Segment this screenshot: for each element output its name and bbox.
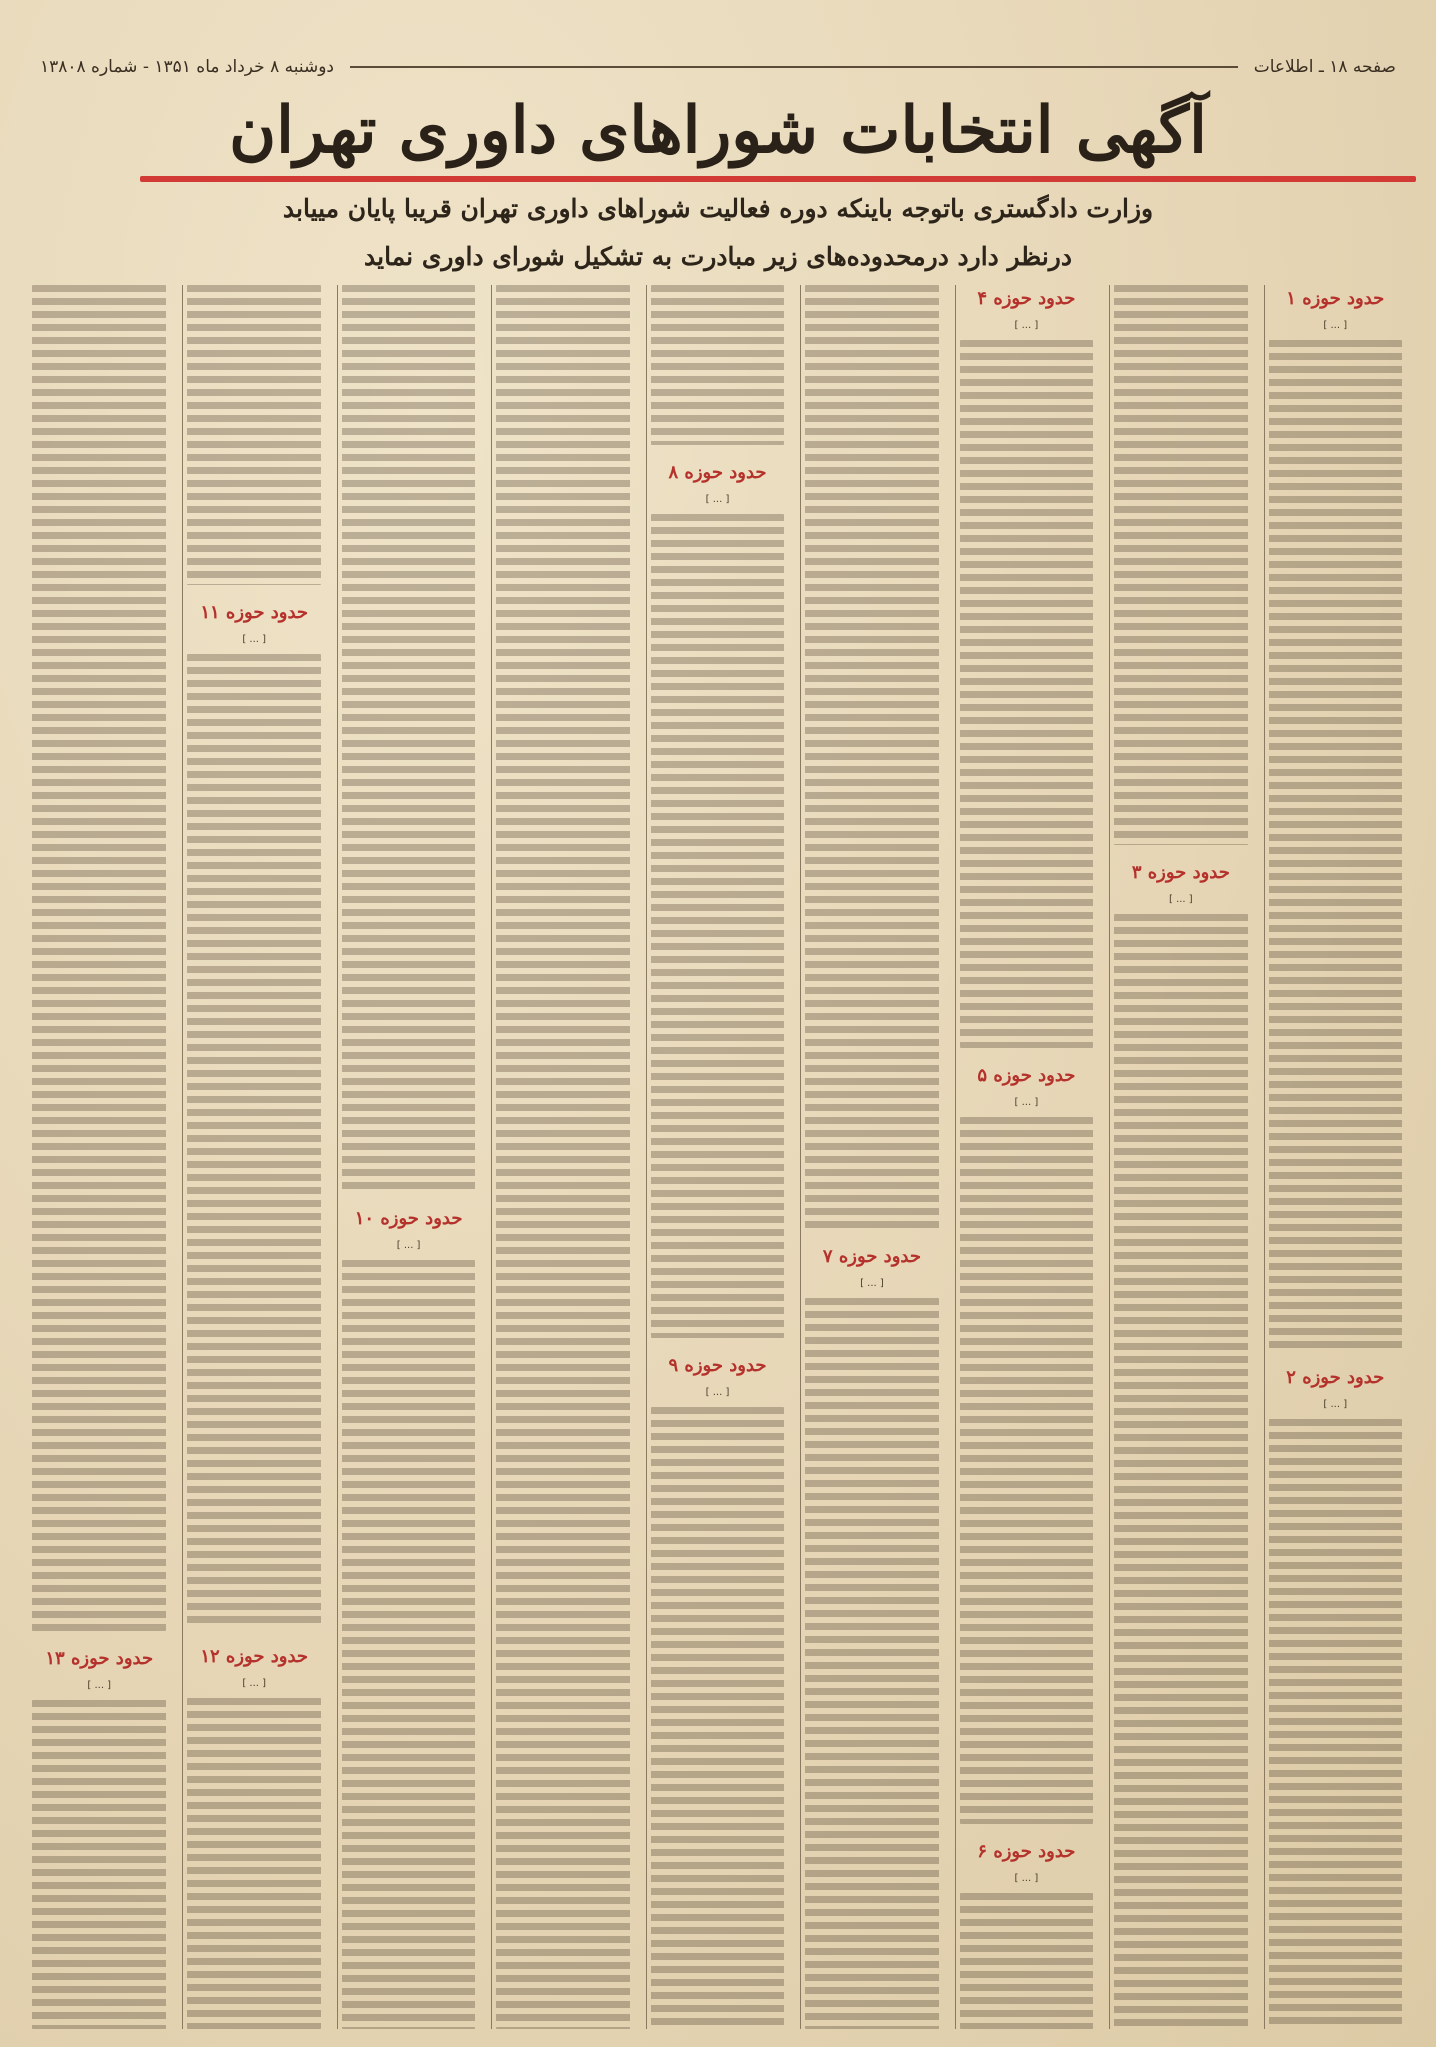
district-section <box>651 459 784 1338</box>
district-section <box>1269 285 1402 1350</box>
text-block <box>805 285 938 1229</box>
district-section <box>960 1838 1093 2029</box>
section-body: [ ... ] <box>1323 320 1348 331</box>
column-7 <box>337 285 479 2029</box>
page-label: صفحه ۱۸ ـ اطلاعات <box>1253 57 1396 77</box>
section-title: حدود حوزه ۱۳ <box>45 1647 154 1669</box>
text-block <box>187 285 320 585</box>
district-section <box>32 1645 166 2029</box>
section-body: [ ... ] <box>705 1387 730 1399</box>
text-block <box>651 285 784 445</box>
text-block <box>187 654 320 1629</box>
column-6 <box>491 285 633 2029</box>
section-body: [ ... ] <box>1014 1873 1039 1885</box>
section-body: [ ... ] <box>1168 894 1193 905</box>
text-block <box>496 285 629 2029</box>
section-title: حدود حوزه ۴ <box>977 288 1076 309</box>
deck-line-1: وزارت دادگستری باتوجه باینکه دوره فعالیت شوراهای داوری تهران قریبا پایان مییابد <box>282 194 1154 223</box>
body-columns <box>28 285 1406 2029</box>
column-5 <box>646 285 788 2029</box>
district-section <box>187 1643 320 2029</box>
text-block <box>32 285 166 1631</box>
text-block <box>960 1893 1093 2029</box>
section-title: حدود حوزه ۱۱ <box>200 602 309 624</box>
section-body: [ ... ] <box>1014 320 1039 331</box>
text-block <box>32 1700 166 2029</box>
text-block <box>1269 1419 1402 2029</box>
section-title: حدود حوزه ۲ <box>1286 1366 1385 1388</box>
section-title: حدود حوزه ۱۰ <box>354 1208 463 1230</box>
header-rule <box>350 66 1238 68</box>
district-section <box>187 599 320 1629</box>
column-9 <box>28 285 170 2029</box>
text-block <box>651 1407 784 2029</box>
section-body: [ ... ] <box>1323 1398 1348 1410</box>
text-block <box>1269 340 1402 1350</box>
issue-line: دوشنبه ۸ خرداد ماه ۱۳۵۱ - شماره ۱۳۸۰۸ <box>40 57 335 77</box>
column-8 <box>182 285 324 2029</box>
section-body: [ ... ] <box>396 1240 421 1252</box>
text-block <box>960 1117 1093 1825</box>
district-section <box>960 285 1093 1048</box>
section-body: [ ... ] <box>242 634 267 646</box>
headline-underline <box>140 176 1416 182</box>
column-1 <box>1264 285 1406 2029</box>
text-block <box>1114 914 1247 2029</box>
text-block <box>805 1298 938 2029</box>
section-body: [ ... ] <box>705 494 730 505</box>
section-title: حدود حوزه ۱ <box>1286 288 1385 309</box>
section-body: [ ... ] <box>1014 1096 1039 1108</box>
section-title: حدود حوزه ۳ <box>1131 862 1230 883</box>
text-block <box>342 285 475 1191</box>
district-section <box>1114 859 1247 2029</box>
text-block <box>651 514 784 1338</box>
section-body: [ ... ] <box>242 1677 267 1689</box>
section-title: حدود حوزه ۸ <box>668 462 767 483</box>
section-title: حدود حوزه ۱۲ <box>200 1645 309 1667</box>
headline: آگهی انتخابات شوراهای داوری تهران <box>229 93 1207 168</box>
column-3 <box>955 285 1097 2029</box>
district-section <box>651 1352 784 2029</box>
section-title: حدود حوزه ۵ <box>977 1064 1076 1086</box>
deck-line-2: درنظر دارد درمحدوده‌های زیر مبادرت به تشکیل شورای داوری نماید <box>364 242 1072 271</box>
section-body: [ ... ] <box>87 1679 112 1691</box>
page-header <box>40 52 1396 82</box>
section-title: حدود حوزه ۶ <box>977 1841 1076 1863</box>
district-section <box>805 1243 938 2029</box>
district-section <box>1269 1364 1402 2029</box>
section-title: حدود حوزه ۹ <box>668 1355 767 1377</box>
column-2 <box>1109 285 1251 2029</box>
text-block <box>960 340 1093 1048</box>
text-block <box>1114 285 1247 845</box>
section-body: [ ... ] <box>860 1277 884 1289</box>
district-section <box>960 1062 1093 1825</box>
text-block <box>342 1260 475 2029</box>
column-4 <box>800 285 942 2029</box>
text-block <box>187 1698 320 2029</box>
district-section <box>342 1205 475 2029</box>
section-title: حدود حوزه ۷ <box>822 1245 921 1267</box>
